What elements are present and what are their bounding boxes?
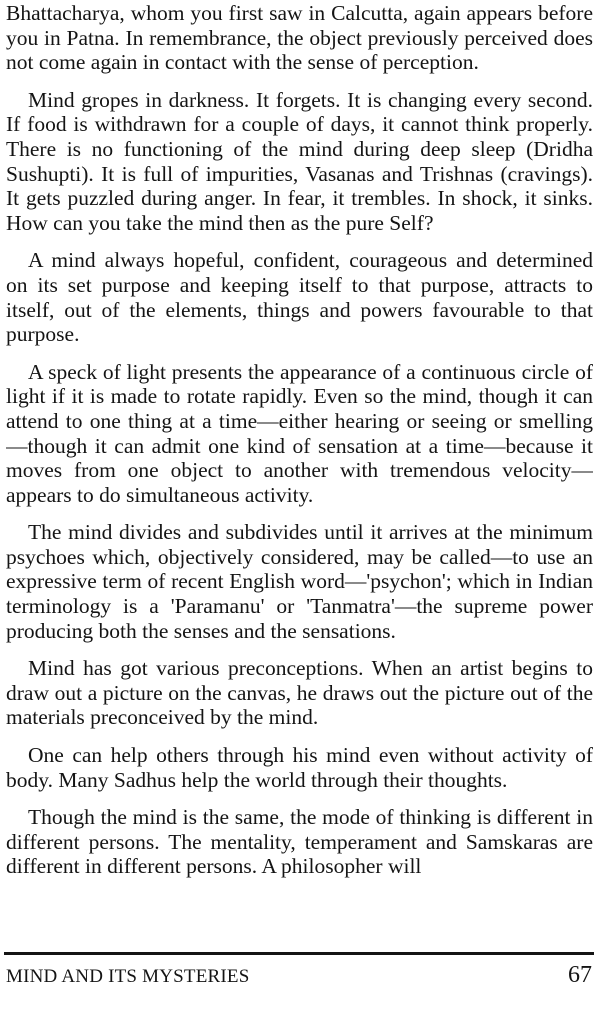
paragraph-mode-of-thinking: Though the mind is the same, the mode of thinking is different in different persons. The mentality, temperament and Samskaras are different in different persons. A philosopher will xyxy=(6,805,593,879)
footer-rule xyxy=(4,952,594,955)
paragraph-preconceptions: Mind has got various preconceptions. When an artist begins to draw out a picture on the canvas, he draws out the picture out of the materials preconceived by the mind. xyxy=(6,656,593,730)
page-footer xyxy=(6,962,592,998)
body-text xyxy=(6,1,593,921)
page-number: 67 xyxy=(568,962,592,988)
paragraph-speck-of-light: A speck of light presents the appearance of a continuous circle of light if it is made to rotate rapidly. Even so the mind, though it can attend to one thing at a time—either hearing or seeing or smelling—though it can admit one kind of sensation at a time—because it moves from one object to another with tremendous velocity—appears to do simultaneous activity. xyxy=(6,359,593,507)
paragraph-remembrance: Bhattacharya, whom you first saw in Calcutta, again appears before you in Patna. In remembrance, the object previously perceived does not come again in contact with the sense of perception. xyxy=(6,1,593,75)
paragraph-psychon: The mind divides and subdivides until it arrives at the minimum psychoes which, objectively considered, may be called—to use an expressive term of recent English word—'psychon'; which in Indian terminology is a 'Paramanu' or 'Tanmatra'—the supreme power producing both the senses and the sensations. xyxy=(6,520,593,643)
paragraph-mind-gropes: Mind gropes in darkness. It forgets. It is changing every second. If food is withdrawn for a couple of days, it cannot think properly. There is no functioning of the mind during deep sleep (Dridha Sushupti). It is full of impurities, Vasanas and Trishnas (cravings). It gets puzzled during anger. In fear, it trembles. In shock, it sinks. How can you take the mind then as the pure Self? xyxy=(6,87,593,235)
paragraph-hopeful-mind: A mind always hopeful, confident, courageous and determined on its set purpose and keeping itself to that purpose, attracts to itself, out of the elements, things and powers favourable to that purpose. xyxy=(6,248,593,347)
paragraph-help-others: One can help others through his mind even without activity of body. Many Sadhus help the world through their thoughts. xyxy=(6,743,593,792)
running-head: MIND AND ITS MYSTERIES xyxy=(6,966,250,987)
